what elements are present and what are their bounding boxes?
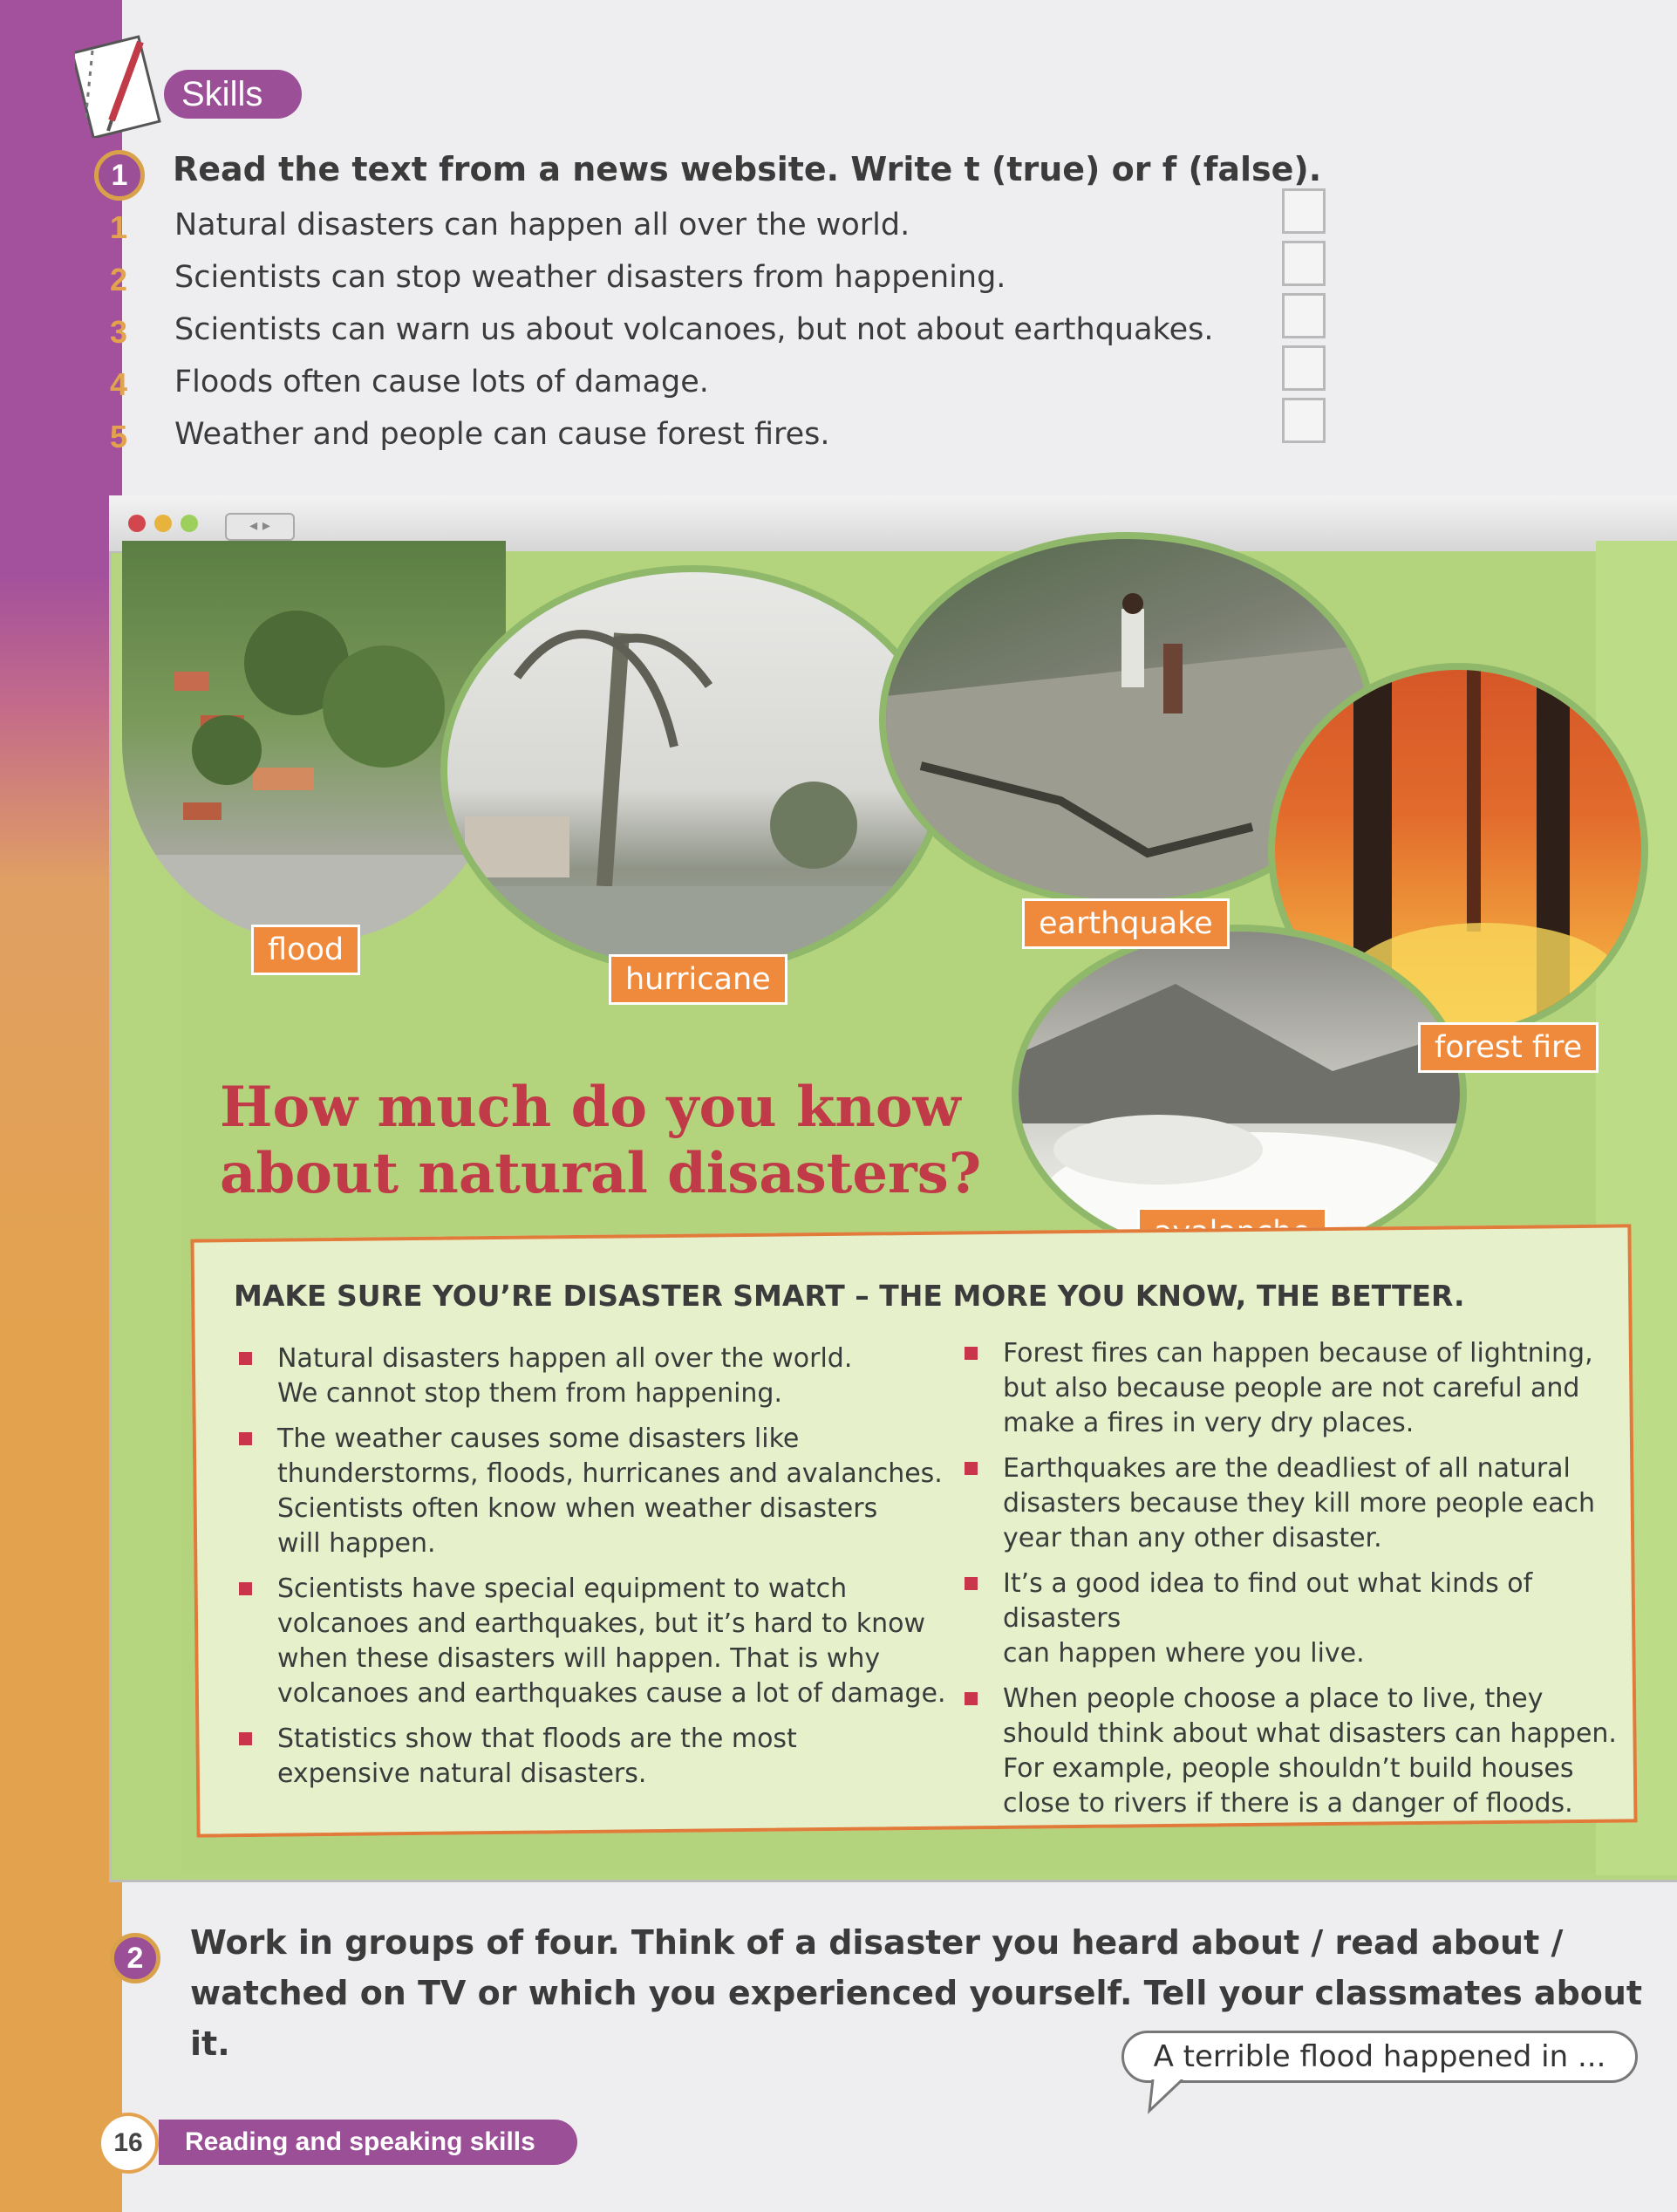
notebook-pencil-icon — [75, 33, 171, 138]
speech-bubble: A terrible flood happened in ... — [1121, 2031, 1638, 2083]
list-item: It’s a good idea to find out what kinds of disasters can happen where you live. — [959, 1567, 1640, 1671]
task-2-number: 2 — [110, 1933, 160, 1983]
forest-fire-label: forest fire — [1418, 1022, 1599, 1073]
list-item: The weather causes some disasters like thunderstorms, floods, hurricanes and avalanches. Scientists often know when weather disasters will happen. — [234, 1422, 958, 1561]
left-bullet-list — [234, 1342, 958, 1802]
answer-box-1[interactable] — [1282, 188, 1326, 234]
bullet-square-icon — [239, 1582, 252, 1595]
page-side-stripe — [0, 0, 122, 2212]
list-item: Forest fires can happen because of lightning, but also because people are not careful and make a fires in very dry places. — [959, 1336, 1640, 1441]
bullet-square-icon — [965, 1347, 978, 1360]
hurricane-label: hurricane — [609, 954, 787, 1005]
hurricane-photo — [440, 565, 946, 975]
question-2-text: Scientists can stop weather disasters from happening. — [174, 260, 1006, 295]
task-1-number: 1 — [94, 150, 145, 201]
page-number: 16 — [98, 2113, 159, 2174]
question-2-number: 2 — [110, 262, 128, 297]
question-3-number: 3 — [110, 314, 128, 350]
question-5-text: Weather and people can cause forest fires. — [174, 417, 830, 452]
list-item: Earthquakes are the deadliest of all natural disasters because they kill more people each year than any other disaster. — [959, 1451, 1640, 1556]
bullet-square-icon — [965, 1692, 978, 1705]
list-item: Statistics show that floods are the most expensive natural disasters. — [234, 1722, 958, 1792]
answer-box-2[interactable] — [1282, 241, 1326, 286]
list-item: Scientists have special equipment to watch volcanoes and earthquakes, but it’s hard to know when these disasters will happen. That is why volcanoes and earthquakes cause a lot of damage. — [234, 1572, 958, 1711]
back-forward-buttons[interactable]: ◂ ▸ — [225, 513, 295, 541]
flood-label: flood — [251, 925, 360, 975]
answer-box-5[interactable] — [1282, 398, 1326, 443]
minimize-button-icon[interactable] — [154, 515, 172, 532]
article-headline — [220, 1075, 981, 1207]
bullet-square-icon — [965, 1462, 978, 1475]
headline-line-1: How much do you know — [220, 1075, 961, 1140]
bullet-square-icon — [965, 1577, 978, 1590]
skills-tag: Skills — [164, 70, 302, 119]
question-1-text: Natural disasters can happen all over the world. — [174, 208, 910, 242]
question-4-number: 4 — [110, 366, 128, 402]
speech-bubble-tail-icon — [1148, 2079, 1191, 2114]
question-1-number: 1 — [110, 209, 128, 245]
answer-box-4[interactable] — [1282, 345, 1326, 391]
task-1-instruction: Read the text from a news website. Write t (true) or f (false). — [173, 150, 1322, 188]
earthquake-label: earthquake — [1022, 898, 1230, 949]
close-button-icon[interactable] — [128, 515, 146, 532]
question-5-number: 5 — [110, 419, 128, 454]
bullet-square-icon — [239, 1432, 252, 1445]
bullet-square-icon — [239, 1732, 252, 1745]
list-item: When people choose a place to live, they should think about what disasters can happen. For example, people shouldn’t build houses close to rivers if there is a danger of floods. — [959, 1682, 1640, 1821]
info-box-title: MAKE SURE YOU’RE DISASTER SMART – THE MORE YOU KNOW, THE BETTER. — [234, 1279, 1465, 1313]
task-2-instruction: Work in groups of four. Think of a disaster you heard about / read about / watched on TV or which you experienced yourself. Tell your classmates about it. — [190, 1923, 1643, 2063]
section-label: Reading and speaking skills — [159, 2120, 577, 2165]
list-item: Natural disasters happen all over the world. We cannot stop them from happening. — [234, 1342, 958, 1411]
headline-line-2: about natural disasters? — [220, 1141, 982, 1206]
question-4-text: Floods often cause lots of damage. — [174, 365, 709, 399]
bullet-square-icon — [239, 1352, 252, 1365]
maximize-button-icon[interactable] — [181, 515, 198, 532]
question-3-text: Scientists can warn us about volcanoes, but not about earthquakes. — [174, 312, 1214, 347]
answer-box-3[interactable] — [1282, 293, 1326, 338]
right-bullet-list — [959, 1336, 1640, 1832]
